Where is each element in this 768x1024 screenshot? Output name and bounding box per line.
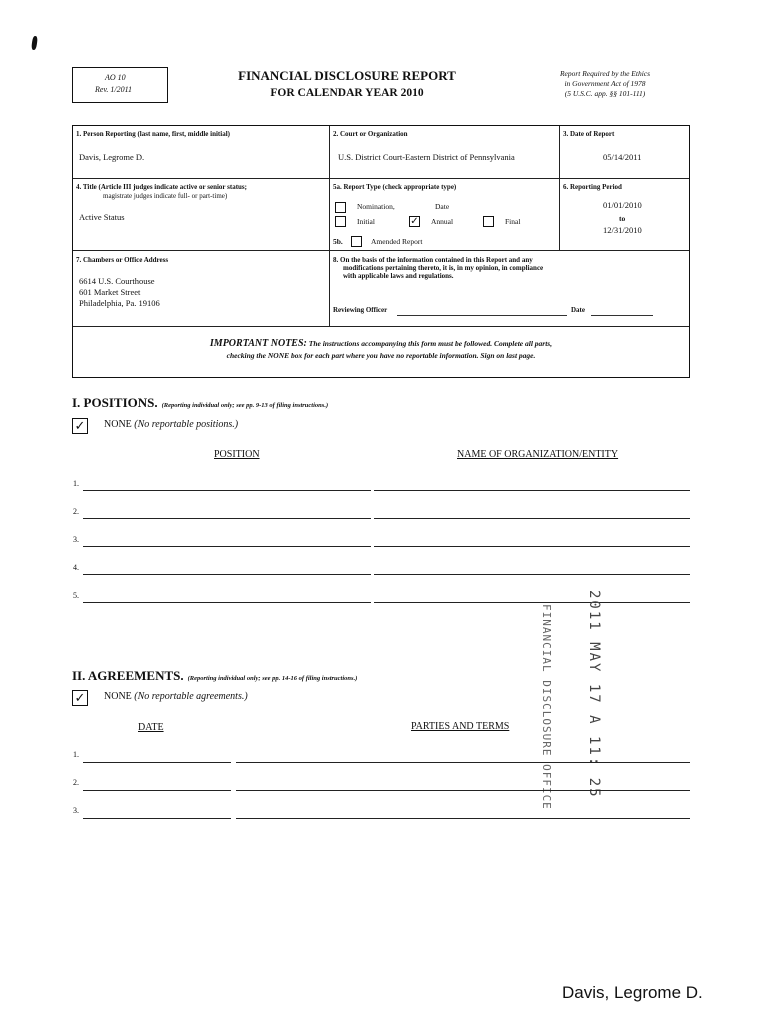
position-row-number: 5. (73, 591, 79, 600)
agreement-terms-line[interactable] (236, 818, 690, 819)
nomination-checkbox[interactable] (335, 202, 346, 213)
basis-line-3: with applicable laws and regulations. (343, 272, 454, 280)
position-line[interactable] (83, 546, 371, 547)
organization-line[interactable] (374, 490, 690, 491)
position-row-number: 2. (73, 507, 79, 516)
form-code: AO 10 (105, 73, 126, 82)
position-row-number: 4. (73, 563, 79, 572)
court-label: 2. Court or Organization (333, 130, 408, 138)
positions-heading: I. POSITIONS. (72, 395, 158, 410)
title-label-2: magistrate judges indicate full- or part-time) (103, 192, 228, 200)
agreement-date-line[interactable] (83, 818, 231, 819)
col-divider (329, 126, 330, 326)
date-label: 3. Date of Report (563, 130, 615, 138)
agreements-none-label: NONE (104, 691, 132, 702)
nomination-label: Nomination, (357, 202, 395, 211)
positions-none-detail: (No reportable positions.) (134, 419, 239, 430)
agreement-terms-line[interactable] (236, 790, 690, 791)
title-value: Active Status (79, 212, 125, 222)
row-divider (73, 178, 689, 179)
row-divider (73, 250, 689, 251)
position-line[interactable] (83, 602, 371, 603)
agreements-none (104, 691, 248, 702)
period-label: 6. Reporting Period (563, 183, 622, 191)
notes-label: IMPORTANT NOTES: (209, 338, 307, 349)
position-line[interactable] (83, 574, 371, 575)
report-subtitle: FOR CALENDAR YEAR 2010 (270, 87, 424, 99)
period-to-word: to (619, 214, 626, 223)
agreement-date-line[interactable] (83, 790, 231, 791)
court-value: U.S. District Court-Eastern District of Pennsylvania (338, 152, 515, 162)
basis-line-1: 8. On the basis of the information contained in this Report and any (333, 256, 533, 264)
received-stamp-time: 2011 MAY 17 A 11: 25 (586, 590, 602, 799)
required-line-2: in Government Act of 1978 (564, 79, 646, 88)
row-divider (73, 326, 689, 327)
position-column-header: POSITION (214, 449, 260, 460)
notes-line-2: checking the NONE box for each part where you have no reportable information. Sign on last page. (226, 351, 536, 360)
person-value: Davis, Legrome D. (79, 152, 145, 162)
positions-heading-row (72, 394, 328, 412)
agreement-row-number: 1. (73, 750, 79, 759)
scan-mark-icon (31, 36, 38, 51)
received-stamp-office: FINANCIAL DISCLOSURE OFFICE (540, 604, 553, 810)
positions-none-checkbox[interactable]: ✓ (72, 418, 88, 434)
positions-none (104, 419, 238, 430)
report-type-label: 5a. Report Type (check appropriate type) (333, 183, 457, 191)
agreement-terms-line[interactable] (236, 762, 690, 763)
period-from: 01/01/2010 (603, 200, 642, 210)
positions-none-label: NONE (104, 419, 132, 430)
organization-line[interactable] (374, 574, 690, 575)
review-date-line[interactable] (591, 315, 653, 316)
annual-label: Annual (431, 217, 454, 226)
form-rev: Rev. 1/2011 (95, 85, 133, 94)
agreements-none-detail: (No reportable agreements.) (134, 691, 248, 702)
basis-line-2: modifications pertaining thereto, it is, in my opinion, in compliance (343, 264, 544, 272)
agreements-heading-row (72, 667, 357, 685)
form-id-box (72, 67, 168, 103)
agreements-heading: II. AGREEMENTS. (72, 668, 184, 683)
title-label: 4. Title (Article III judges indicate active or senior status; (76, 183, 247, 191)
positions-instructions: (Reporting individual only; see pp. 9-13 of filing instructions.) (161, 402, 329, 409)
organization-column-header: NAME OF ORGANIZATION/ENTITY (457, 449, 619, 460)
address-line-2: 601 Market Street (79, 287, 141, 297)
important-notes (73, 338, 689, 362)
required-line-1: Report Required by the Ethics (559, 69, 651, 78)
required-by (540, 69, 670, 99)
nomination-date-label: Date (435, 202, 450, 211)
final-checkbox[interactable] (483, 216, 494, 227)
agreement-date-line[interactable] (83, 762, 231, 763)
position-line[interactable] (83, 518, 371, 519)
parties-column-header: PARTIES AND TERMS (411, 721, 510, 732)
col-divider (559, 126, 560, 250)
person-label: 1. Person Reporting (last name, first, middle initial) (76, 130, 230, 138)
notes-line-1: The instructions accompanying this form must be followed. Complete all parts, (308, 339, 553, 348)
address-line-3: Philadelphia, Pa. 19106 (79, 298, 160, 308)
address-label: 7. Chambers or Office Address (76, 256, 169, 264)
amended-checkbox[interactable] (351, 236, 362, 247)
amended-prefix: 5b. (333, 237, 343, 246)
address-line-1: 6614 U.S. Courthouse (79, 276, 155, 286)
position-row-number: 1. (73, 479, 79, 488)
agreements-none-checkbox[interactable]: ✓ (72, 690, 88, 706)
period-to: 12/31/2010 (603, 225, 642, 235)
position-row-number: 3. (73, 535, 79, 544)
agreements-instructions: (Reporting individual only; see pp. 14-16 of filing instructions.) (187, 675, 358, 682)
amended-label: Amended Report (371, 237, 423, 246)
date-column-header: DATE (138, 722, 164, 733)
report-form-grid (72, 125, 690, 378)
address-block (79, 276, 160, 309)
date-value: 05/14/2011 (603, 152, 642, 162)
annual-checkbox[interactable]: ✓ (410, 216, 419, 227)
reviewing-officer-label: Reviewing Officer (333, 306, 388, 314)
organization-line[interactable] (374, 602, 690, 603)
reviewing-officer-line[interactable] (397, 315, 567, 316)
review-date-label: Date (571, 306, 585, 314)
agreement-row-number: 3. (73, 806, 79, 815)
organization-line[interactable] (374, 518, 690, 519)
basis-statement (333, 256, 543, 280)
agreement-row-number: 2. (73, 778, 79, 787)
initial-checkbox[interactable] (335, 216, 346, 227)
initial-label: Initial (357, 217, 375, 226)
footer-filer-name: Davis, Legrome D. (562, 983, 703, 1002)
required-line-3: (5 U.S.C. app. §§ 101-111) (564, 89, 646, 98)
report-title: FINANCIAL DISCLOSURE REPORT (238, 68, 456, 83)
position-line[interactable] (83, 490, 371, 491)
organization-line[interactable] (374, 546, 690, 547)
final-label: Final (505, 217, 521, 226)
